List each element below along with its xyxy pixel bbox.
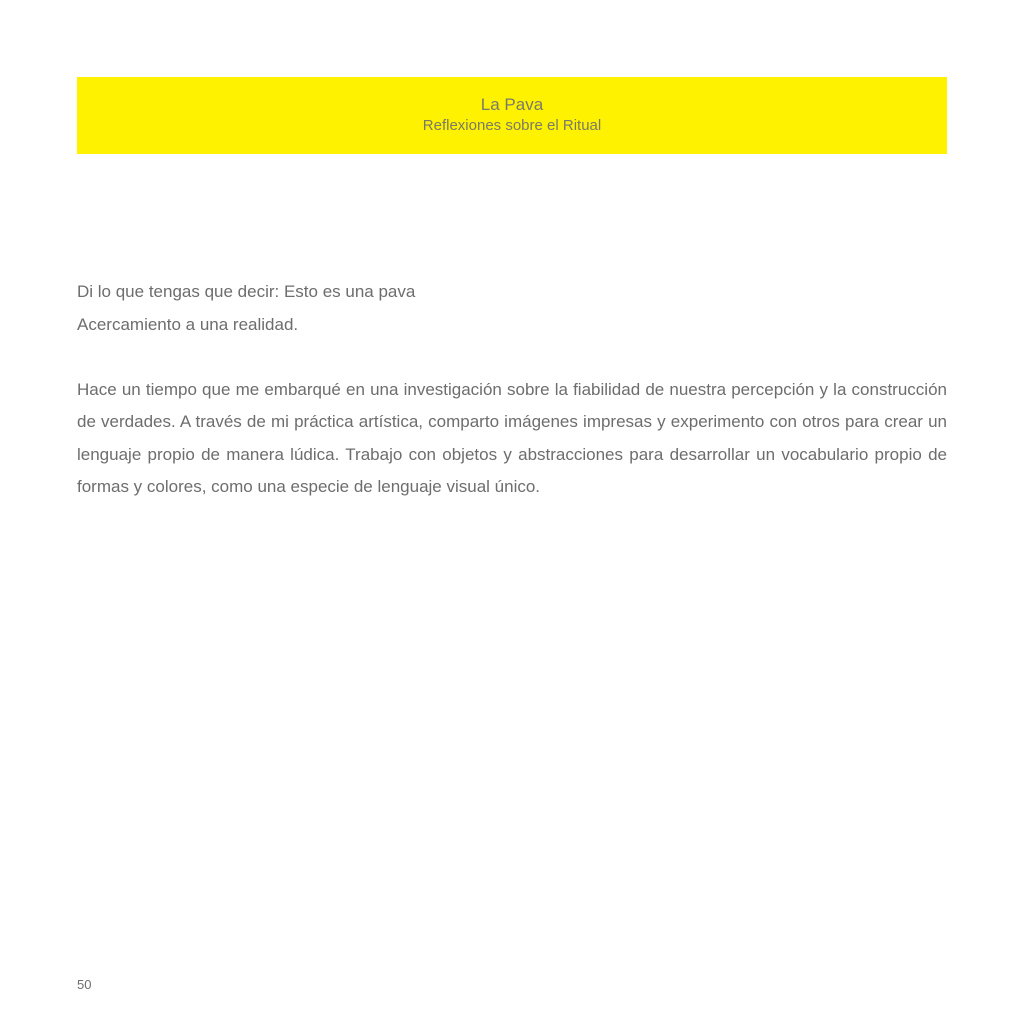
- page-title: La Pava: [480, 95, 544, 114]
- intro-line-2: Acercamiento a una realidad.: [77, 314, 299, 334]
- main-content: [77, 276, 947, 504]
- page-number: 50: [77, 977, 92, 992]
- header-band: [77, 77, 947, 154]
- intro-line-1: Di lo que tengas que decir: Esto es una pava: [77, 282, 416, 301]
- body-paragraph: Hace un tiempo que me embarqué en una investigación sobre la fiabilidad de nuestra percepción y la construcción de verdades. A través de mi práctica artística, comparto imágenes impresas y experimento con otros para crear un lenguaje propio de manera lúdica. Trabajo con objetos y abstracciones para desarrollar un vocabulario propio de formas y colores, como una especie de lenguaje visual único.: [77, 379, 947, 496]
- page-subtitle: Reflexiones sobre el Ritual: [422, 117, 602, 134]
